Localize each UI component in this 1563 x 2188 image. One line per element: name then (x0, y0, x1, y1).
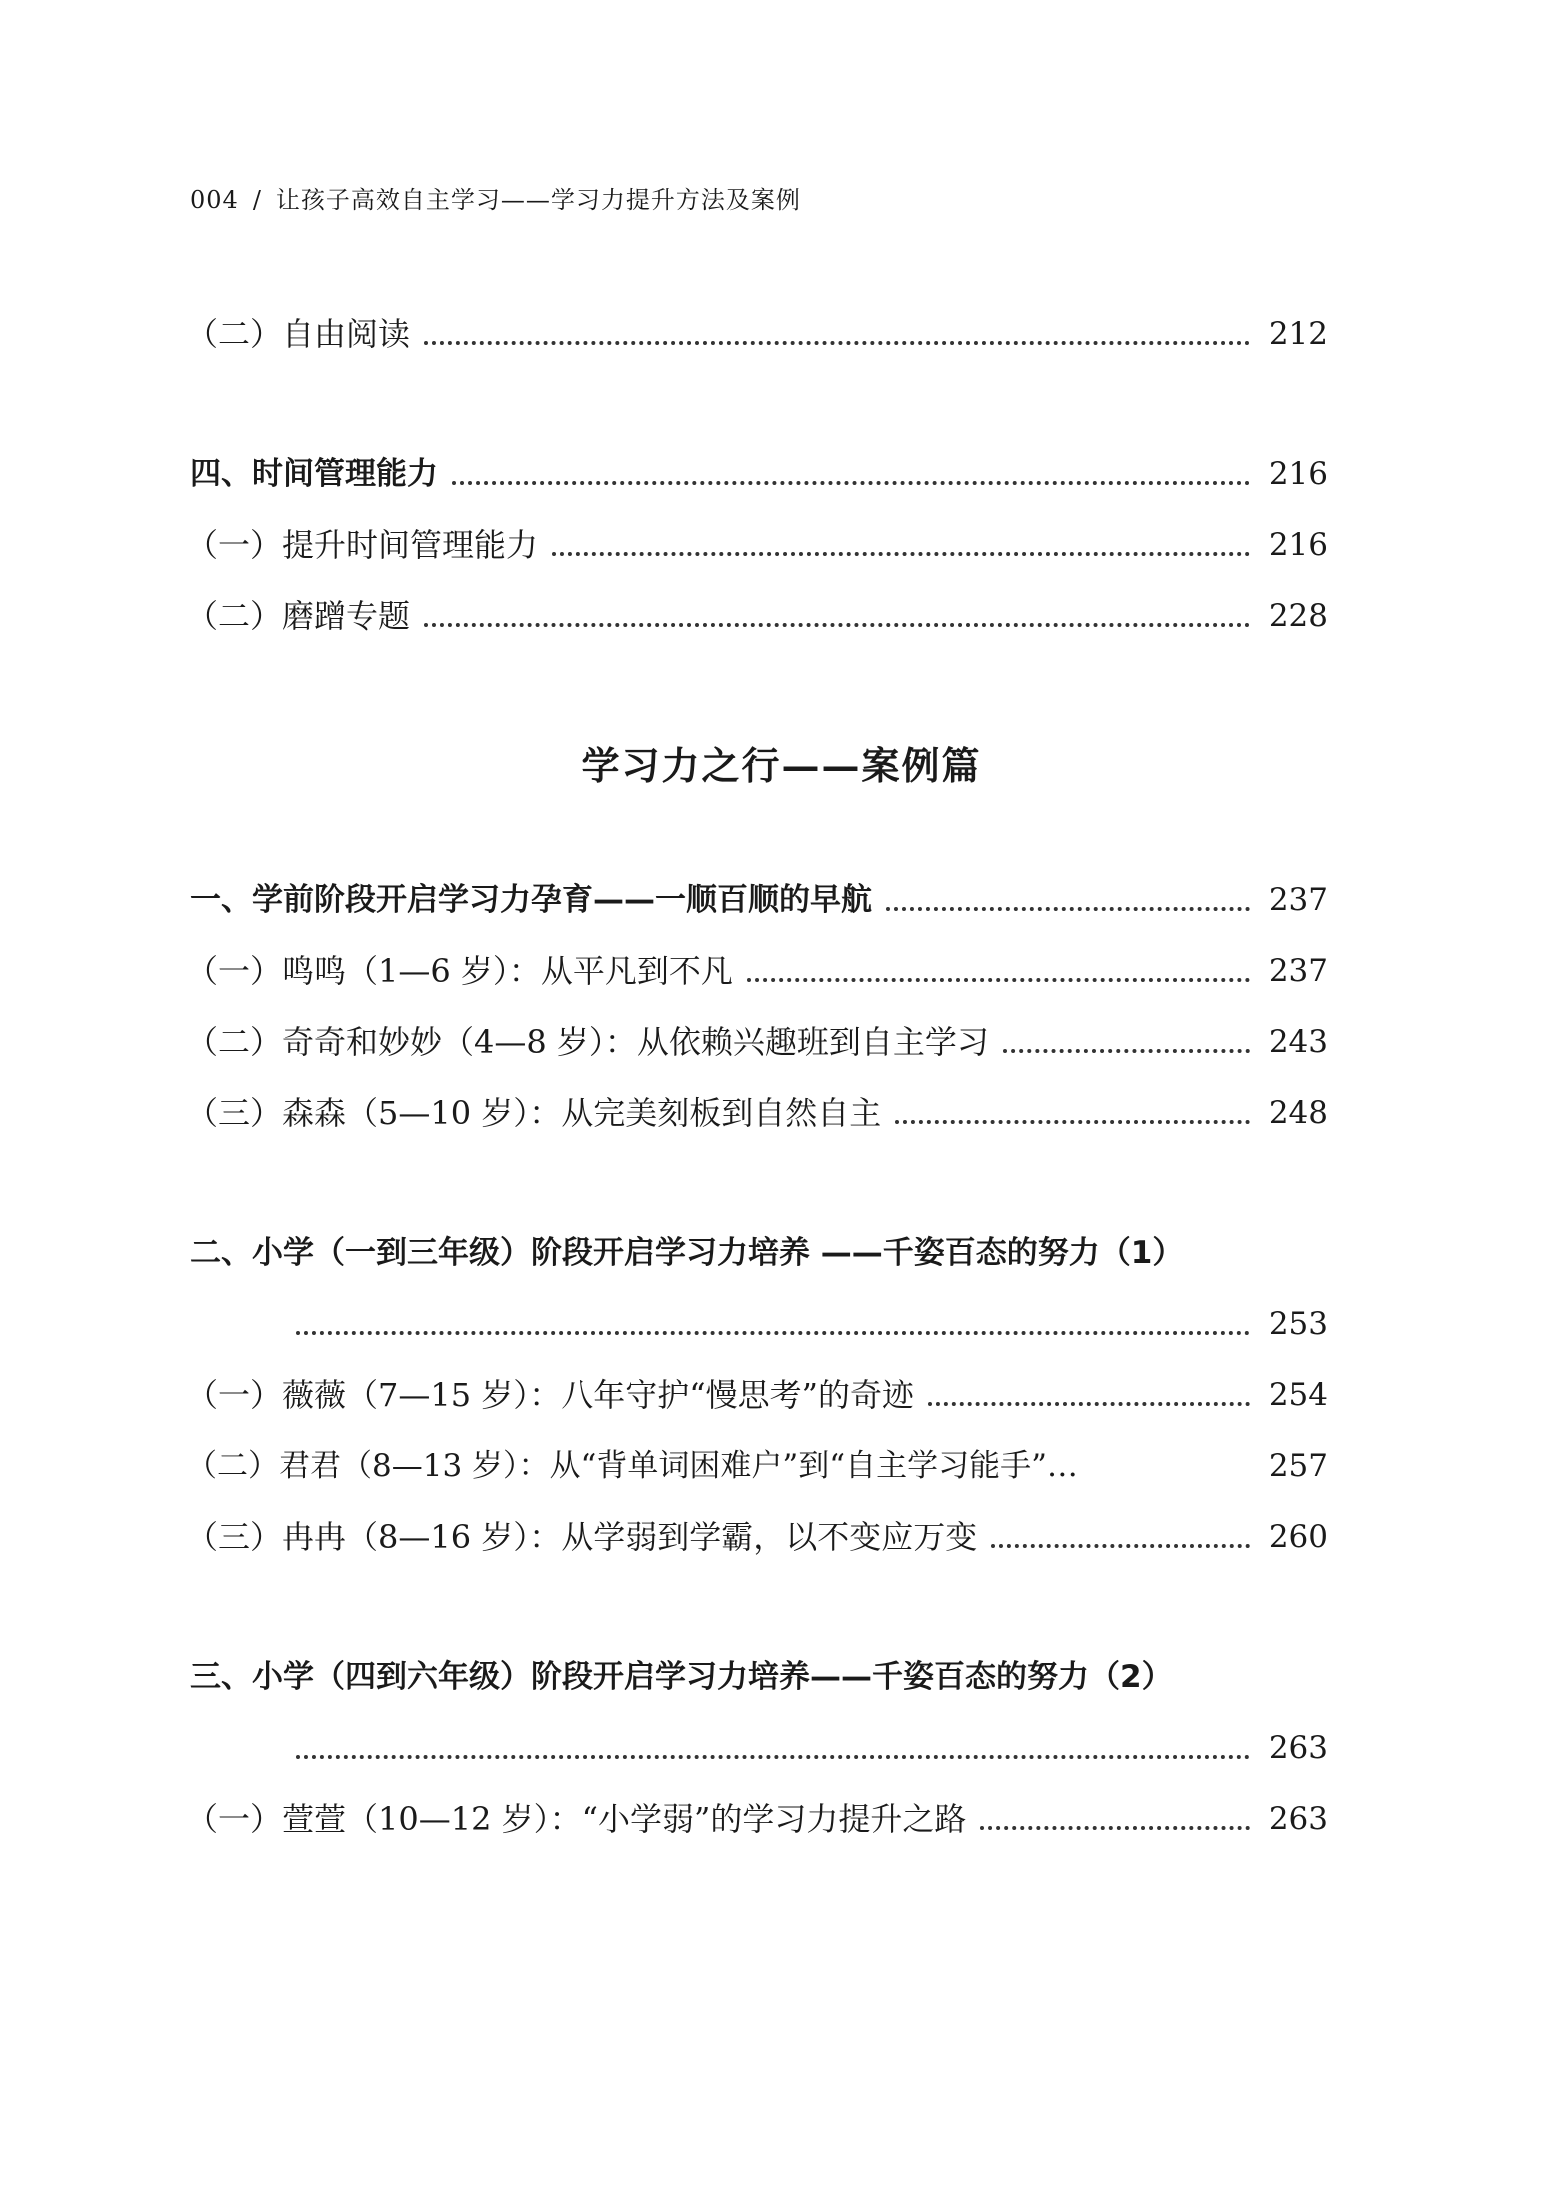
toc-entry[interactable] (186, 1020, 1328, 1064)
leader-dots (886, 907, 1250, 911)
toc-entry[interactable] (186, 1444, 1328, 1488)
toc-entry-page: 263 (1268, 1801, 1328, 1837)
leader-dots (928, 1402, 1250, 1406)
toc-entry-label: （一）薇薇（7—15 岁）：八年守护“慢思考”的奇迹 (186, 1376, 914, 1414)
toc-chapter-label: 一、学前阶段开启学习力孕育——一顺百顺的早航 (190, 882, 872, 918)
header-page-number: 004 (190, 186, 239, 214)
toc-entry-page: 216 (1268, 527, 1328, 563)
toc-entry-label: （二）磨蹭专题 (186, 597, 411, 635)
toc-entry-page: 243 (1268, 1024, 1328, 1060)
leader-dots (895, 1120, 1250, 1124)
toc-chapter[interactable] (190, 452, 1328, 496)
toc-chapter-label[interactable]: 三、小学（四到六年级）阶段开启学习力培养——千姿百态的努力（2） (190, 1659, 1173, 1695)
toc-entry-label: （二）自由阅读 (186, 315, 411, 353)
toc-entry-page: 228 (1268, 598, 1328, 634)
toc-entry-label: （一）提升时间管理能力 (186, 526, 539, 564)
toc-entry[interactable] (186, 1373, 1328, 1417)
toc-entry[interactable] (186, 1797, 1328, 1841)
leader-dots (980, 1826, 1250, 1830)
leader-dots (424, 623, 1250, 627)
header-book-title: 让孩子高效自主学习——学习力提升方法及案例 (275, 186, 801, 214)
toc-entry-page: 254 (1268, 1377, 1328, 1413)
toc-entry-label: （二）奇奇和妙妙（4—8 岁）：从依赖兴趣班到自主学习 (186, 1023, 989, 1061)
toc-entry-page: 237 (1268, 953, 1328, 989)
toc-chapter-label: 四、时间管理能力 (190, 456, 438, 492)
leader-dots (296, 1331, 1250, 1335)
toc-chapter-page: 216 (1268, 456, 1328, 492)
running-header (190, 180, 801, 215)
leader-dots (552, 552, 1250, 556)
toc-entry-page: 248 (1268, 1095, 1328, 1131)
toc-entry-page: 212 (1268, 316, 1328, 352)
toc-entry[interactable] (186, 1091, 1328, 1135)
leader-dots (424, 341, 1250, 345)
leader-dots (296, 1755, 1250, 1759)
toc-chapter-page: 237 (1268, 882, 1328, 918)
toc-chapter-continuation[interactable] (296, 1302, 1328, 1346)
toc-entry-label: （一）萱萱（10—12 岁）：“小学弱”的学习力提升之路 (186, 1800, 967, 1838)
section-title: 学习力之行——案例篇 (581, 743, 982, 788)
toc-chapter-page: 263 (1268, 1730, 1328, 1766)
toc-chapter-label[interactable]: 二、小学（一到三年级）阶段开启学习力培养 ——千姿百态的努力（1） (190, 1235, 1184, 1271)
toc-entry[interactable] (186, 949, 1328, 993)
header-separator: / (252, 186, 262, 214)
toc-entry-page: 260 (1268, 1519, 1328, 1555)
leader-dots (1003, 1049, 1250, 1053)
toc-entry-label: （二）君君（8—13 岁）：从“背单词困难户”到“自主学习能手”… (186, 1448, 1078, 1484)
toc-entry[interactable] (186, 523, 1328, 567)
toc-entry-page: 257 (1268, 1448, 1328, 1484)
leader-dots (991, 1544, 1250, 1548)
toc-entry[interactable] (186, 1515, 1328, 1559)
toc-entry[interactable] (186, 594, 1328, 638)
toc-entry-label: （一）鸣鸣（1—6 岁）：从平凡到不凡 (186, 952, 733, 990)
leader-dots (747, 978, 1250, 982)
toc-entry-label: （三）冉冉（8—16 岁）：从学弱到学霸，以不变应万变 (186, 1518, 978, 1556)
toc-entry-label: （三）森森（5—10 岁）：从完美刻板到自然自主 (186, 1094, 882, 1132)
toc-entry[interactable] (186, 312, 1328, 356)
toc-chapter-continuation[interactable] (296, 1726, 1328, 1770)
leader-dots (452, 481, 1250, 485)
toc-chapter-page: 253 (1268, 1306, 1328, 1342)
toc-chapter[interactable] (190, 878, 1328, 922)
